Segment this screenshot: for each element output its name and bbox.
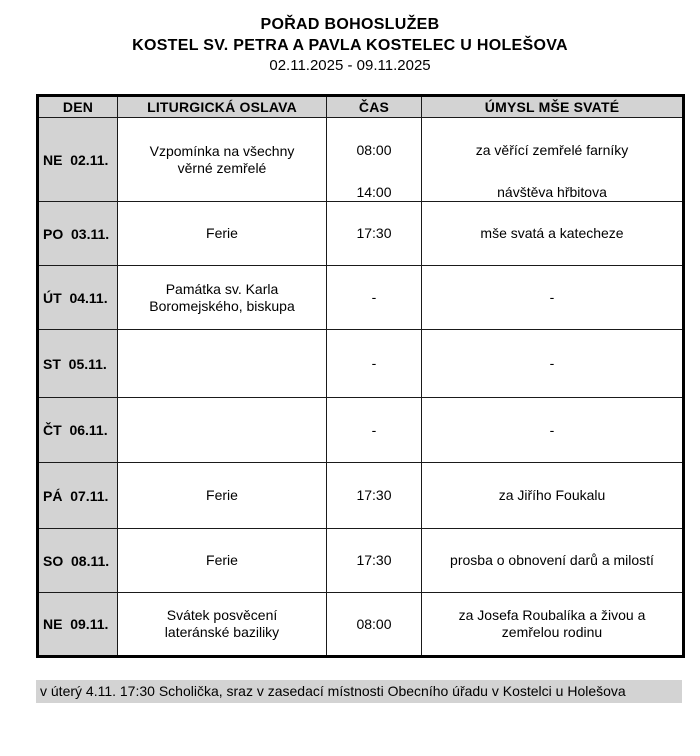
table-row (38, 529, 684, 593)
day-cell: NE 02.11. (38, 118, 118, 202)
page-title: POŘAD BOHOSLUŽEB (260, 16, 440, 33)
table-row (38, 202, 684, 266)
celebration-cell (118, 593, 327, 657)
celebration-cell (118, 202, 327, 266)
intention-cell (422, 463, 684, 529)
celebration-cell (118, 398, 327, 463)
time-cell: - (327, 330, 422, 398)
intention-text: prosba o obnovení darů a milostí (450, 552, 654, 568)
intention-text: - (549, 421, 555, 438)
day-cell: PÁ 07.11. (38, 463, 118, 529)
title-block (0, 0, 700, 76)
intention-cell (422, 593, 684, 657)
celebration-text: Ferie (206, 225, 238, 241)
column-header-cas: ČAS (327, 96, 422, 118)
celebration-text: Ferie (206, 487, 238, 503)
time-cell: 17:30 (327, 463, 422, 529)
celebration-text: Vzpomínka na všechny věrné zemřelé (149, 142, 295, 176)
intention-text: - (549, 289, 555, 305)
intention-text: - (549, 355, 555, 371)
schedule-table (36, 94, 685, 658)
celebration-cell (118, 266, 327, 330)
header-row (38, 96, 684, 118)
day-cell: ČT 06.11. (38, 398, 118, 463)
day-cell: ST 05.11. (38, 330, 118, 398)
intention-cell (422, 529, 684, 593)
column-header-umysl: ÚMYSL MŠE SVATÉ (422, 96, 684, 118)
time-text: 14:00 (356, 184, 392, 200)
date-range: 02.11.2025 - 09.11.2025 (269, 57, 431, 74)
intention-text: za věřící zemřelé farníky (475, 142, 629, 158)
intention-text: za Jiřího Foukalu (498, 487, 606, 503)
table-row (38, 463, 684, 529)
table-row (38, 398, 684, 463)
table-row (38, 593, 684, 657)
celebration-cell (118, 463, 327, 529)
time-cell (327, 118, 422, 202)
celebration-cell (118, 330, 327, 398)
celebration-cell (118, 529, 327, 593)
day-cell: NE 09.11. (38, 593, 118, 657)
time-cell: - (327, 398, 422, 463)
table-row (38, 118, 684, 202)
intention-cell (422, 202, 684, 266)
time-text: 08:00 (356, 142, 392, 158)
intention-cell (422, 266, 684, 330)
celebration-text: Svátek posvěcení lateránské baziliky (164, 607, 280, 640)
intention-cell (422, 398, 684, 463)
time-cell: 08:00 (327, 593, 422, 657)
table-row (38, 330, 684, 398)
column-header-den: DEN (38, 96, 118, 118)
intention-text: návštěva hřbitova (497, 184, 607, 200)
announcement-note (36, 680, 682, 703)
intention-cell (422, 330, 684, 398)
time-cell: - (327, 266, 422, 330)
church-title: KOSTEL SV. PETRA A PAVLA KOSTELEC U HOLEŠOVA (132, 37, 568, 54)
table-row (38, 266, 684, 330)
celebration-text: Ferie (206, 552, 238, 568)
celebration-cell (118, 118, 327, 202)
intention-text: mše svatá a katecheze (480, 225, 624, 241)
day-cell: PO 03.11. (38, 202, 118, 266)
column-header-liturgicka-oslava: LITURGICKÁ OSLAVA (118, 96, 327, 118)
intention-cell (422, 118, 684, 202)
time-cell: 17:30 (327, 202, 422, 266)
announcement-text: v úterý 4.11. 17:30 Scholička, sraz v zasedací místnosti Obecního úřadu v Kostelci u Holešova (40, 683, 626, 699)
day-cell: SO 08.11. (38, 529, 118, 593)
time-cell: 17:30 (327, 529, 422, 593)
intention-text: za Josefa Roubalíka a živou a zemřelou rodinu (458, 607, 646, 640)
celebration-text: Památka sv. Karla Boromejského, biskupa (149, 280, 295, 314)
day-cell: ÚT 04.11. (38, 266, 118, 330)
